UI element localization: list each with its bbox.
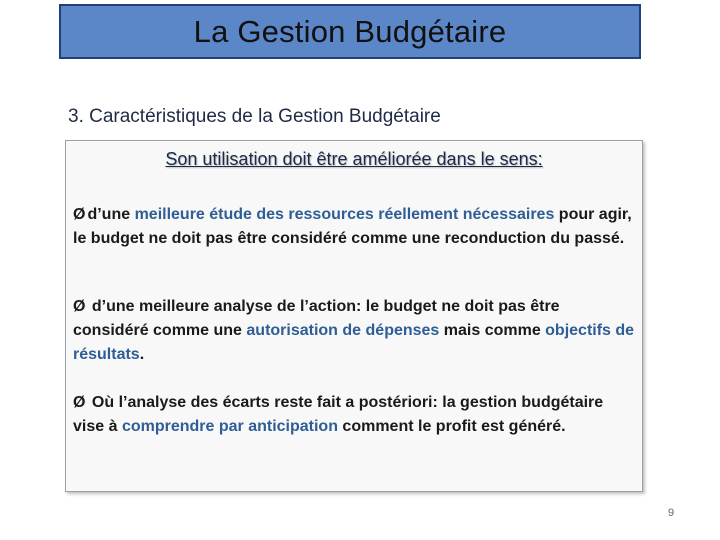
point-3-text-end: comment le profit est généré.	[337, 418, 566, 435]
point-2-text-middle: mais comme	[439, 322, 546, 339]
arrow-bullet-icon: Ø	[73, 394, 86, 411]
point-1-highlight: meilleure étude des ressources réellement nécessaires	[134, 206, 555, 223]
arrow-bullet-icon: Ø	[73, 298, 86, 315]
content-subheading: Son utilisation doit être améliorée dans le sens:	[165, 149, 543, 169]
point-3-text-start: Où l’analyse des écarts reste fait a postériori: la gestion budgétaire vise à	[73, 394, 604, 435]
point-1-text-end: pour agir, le budget ne doit pas être considéré comme une reconduction du passé.	[73, 206, 632, 247]
point-2-text-end: .	[139, 346, 145, 363]
content-box	[65, 140, 643, 492]
bullet-point-2	[73, 295, 638, 367]
bullet-point-3	[73, 391, 638, 439]
point-3-highlight: comprendre par anticipation	[121, 418, 338, 435]
section-heading: 3. Caractéristiques de la Gestion Budgétaire	[68, 106, 441, 127]
point-2-text-start: d’une meilleure analyse de l’action: le budget ne doit pas être considéré comme une	[73, 298, 560, 339]
point-2-highlight: autorisation de dépenses	[246, 322, 440, 339]
point-2-highlight-2: objectifs de résultats	[73, 322, 635, 363]
slide-title: La Gestion Budgétaire	[193, 13, 507, 49]
arrow-bullet-icon: Ø	[73, 206, 86, 223]
bullet-point-1	[73, 203, 638, 251]
point-1-text-start: d’une	[87, 206, 135, 223]
title-banner	[59, 4, 641, 59]
page-number: 9	[668, 507, 675, 519]
